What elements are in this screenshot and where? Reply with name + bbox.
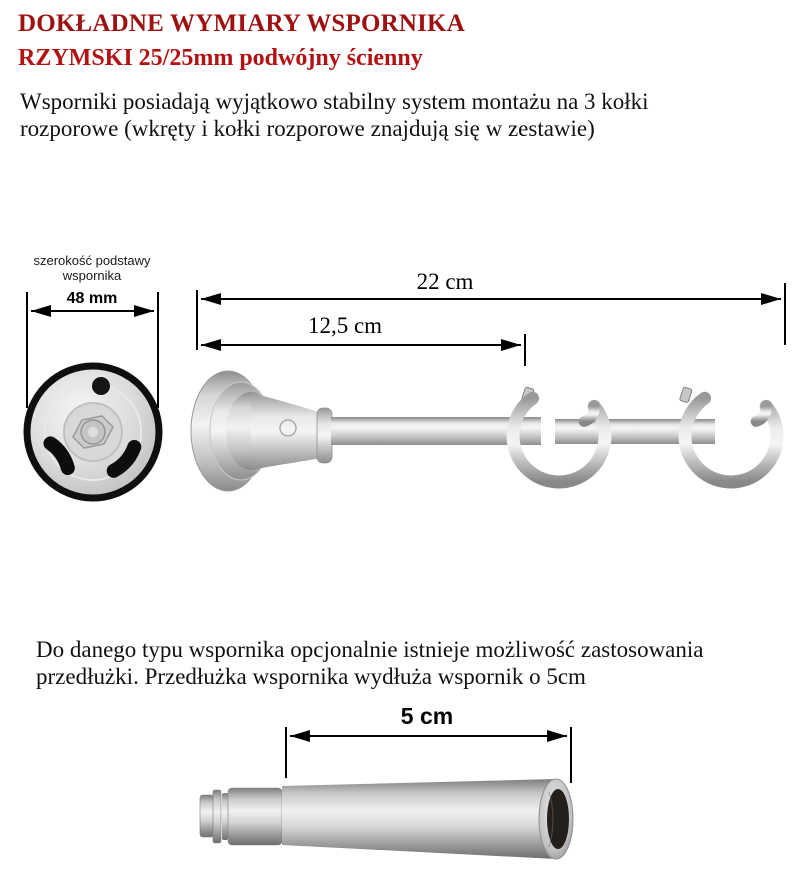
base-caption-line2: wspornika [62, 268, 122, 283]
overall-length-label: 22 cm [416, 269, 474, 294]
intro-paragraph [20, 88, 780, 142]
extension-tube-illustration [200, 779, 573, 859]
extension-piece-diagram [0, 695, 800, 887]
bracket-dimension-diagram [0, 225, 800, 560]
tube-body [282, 779, 556, 859]
rod-ring-1-hook [584, 406, 594, 421]
base-disc-illustration [27, 366, 159, 498]
page-subtitle: RZYMSKI 25/25mm podwójny ścienny [18, 45, 423, 71]
extension-line-2: przedłużki. Przedłużka wspornika wydłuża wspornik o 5cm [36, 664, 586, 689]
page-title: DOKŁADNE WYMIARY WSPORNIKA [18, 10, 465, 37]
ring-pin [679, 387, 692, 403]
base-width-diagram [27, 253, 159, 498]
bracket-illustration [191, 371, 777, 491]
extension-line-1: Do danego typu wspornika opcjonalnie istnieje możliwość zastosowania [36, 637, 704, 662]
base-width-value: 48 mm [66, 290, 118, 307]
mounting-hole [92, 377, 110, 395]
intro-line-2: rozporowe (wkręty i kołki rozporowe znajdują się w zestawie) [20, 116, 595, 141]
extension-length-dimension [286, 703, 571, 783]
rod-ring-2-hook [756, 406, 766, 421]
intro-line-1: Wsporniki posiadają wyjątkowo stabilny system montażu na 3 kołki [20, 89, 649, 114]
ring-distance-label: 12,5 cm [307, 313, 383, 338]
length-dimensions [197, 269, 785, 366]
extension-paragraph [36, 636, 796, 690]
extension-length-label: 5 cm [400, 703, 454, 729]
base-caption-line1: szerokość podstawy [33, 253, 151, 268]
